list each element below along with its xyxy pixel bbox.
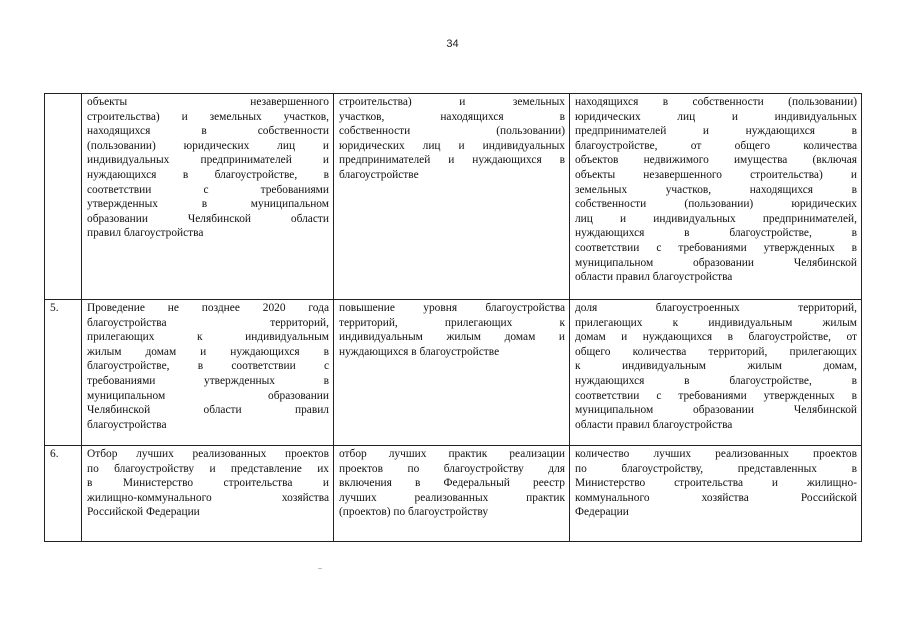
text-line: области правил благоустройства	[575, 418, 733, 431]
text-line: включения в Федеральный реестр	[339, 477, 565, 490]
indicator-cell	[570, 300, 862, 446]
text-line: жилым домам и нуждающихся в	[87, 345, 329, 358]
text-line: объекты незавершенного	[87, 96, 329, 108]
text-line: утвержденных в муниципальном	[87, 198, 329, 211]
text-line: находящихся в собственности (пользовании)	[575, 96, 857, 108]
text-line: муниципальном образовании Челябинской	[575, 256, 857, 269]
text-line: благоустройства	[87, 418, 167, 431]
text-line: объекты незавершенного строительства) и	[575, 168, 857, 181]
table-row	[45, 446, 862, 542]
row-number-cell: 5.	[45, 300, 82, 446]
text-line: предпринимателей и нуждающихся в	[575, 125, 857, 138]
text-line: Проведение не позднее 2020 года	[87, 302, 329, 314]
text-line: участков, находящихся в	[339, 110, 565, 123]
text-line: благоустройстве, от общего количества	[575, 139, 857, 152]
table-body	[45, 94, 862, 542]
text-line: коммунального хозяйства Российской	[575, 491, 857, 504]
text-line: соответствии с требованиями	[87, 183, 329, 196]
measure-cell	[82, 94, 334, 300]
text-line: лиц и индивидуальных предпринимателей,	[575, 212, 857, 225]
measure-cell	[82, 446, 334, 542]
text-line: благоустройстве, в соответствии с	[87, 360, 329, 373]
text-line: нуждающихся в благоустройстве, в	[575, 374, 857, 387]
result-cell	[334, 300, 570, 446]
indicator-cell	[570, 446, 862, 542]
text-line: муниципальном образовании	[87, 389, 329, 402]
indicator-cell	[570, 94, 862, 300]
page-number: 34	[446, 38, 459, 50]
text-line: лучших реализованных практик	[339, 491, 565, 504]
text-line: собственности (пользовании)	[339, 125, 565, 138]
text-line: Отбор лучших реализованных проектов	[87, 448, 329, 460]
text-line: (проектов) по благоустройству	[339, 506, 489, 519]
text-line: юридических лиц и индивидуальных	[575, 110, 857, 123]
text-line: Челябинской области правил	[87, 404, 329, 417]
text-line: объектов недвижимого имущества (включая	[575, 154, 857, 167]
scan-mark	[318, 568, 322, 569]
measure-cell	[82, 300, 334, 446]
text-line: Российской Федерации	[87, 506, 200, 519]
text-line: строительства) и земельных участков,	[87, 110, 329, 123]
text-line: благоустройстве	[339, 168, 419, 181]
text-line: по благоустройству и представление их	[87, 462, 329, 475]
text-line: земельных участков, находящихся в	[575, 183, 857, 196]
text-line: нуждающихся в благоустройстве, в	[575, 227, 857, 240]
text-line: муниципальном образовании Челябинской	[575, 404, 857, 417]
text-line: области правил благоустройства	[575, 271, 733, 284]
text-line: повышение уровня благоустройства	[339, 302, 565, 314]
text-line: проектов по благоустройству для	[339, 462, 565, 475]
text-line: Министерство строительства и жилищно-	[575, 477, 857, 490]
text-line: находящихся в собственности	[87, 125, 329, 138]
text-line: жилищно-коммунального хозяйства	[87, 491, 329, 504]
text-line: территорий, прилегающих к	[339, 316, 565, 329]
text-line: индивидуальным жилым домам и	[339, 331, 565, 344]
row-number-cell	[45, 94, 82, 300]
text-line: собственности (пользовании) юридических	[575, 198, 857, 211]
text-line: прилегающих к индивидуальным жилым	[575, 316, 857, 329]
text-line: юридических лиц и индивидуальных	[339, 139, 565, 152]
text-line: нуждающихся в благоустройстве	[339, 345, 500, 358]
text-line: правил благоустройства	[87, 227, 204, 240]
text-line: соответствии с требованиями утвержденных в	[575, 241, 857, 254]
text-line: соответствии с требованиями утвержденных в	[575, 389, 857, 402]
text-line: в Министерство строительства и	[87, 477, 329, 490]
text-line: (пользовании) юридических лиц и	[87, 139, 329, 152]
text-line: нуждающихся в благоустройстве, в	[87, 168, 329, 181]
text-line: прилегающих к индивидуальным	[87, 331, 329, 344]
text-line: образовании Челябинской области	[87, 212, 329, 225]
document-table	[44, 93, 862, 542]
table-row	[45, 94, 862, 300]
text-line: общего количества территорий, прилегающих	[575, 345, 857, 358]
row-number-cell: 6.	[45, 446, 82, 542]
text-line: Федерации	[575, 506, 629, 519]
text-line: домам и нуждающихся в благоустройстве, от	[575, 331, 857, 344]
result-cell	[334, 446, 570, 542]
text-line: строительства) и земельных	[339, 96, 565, 108]
text-line: требованиями утвержденных в	[87, 374, 329, 387]
text-line: отбор лучших практик реализации	[339, 448, 565, 460]
table-row	[45, 300, 862, 446]
result-cell	[334, 94, 570, 300]
text-line: количество лучших реализованных проектов	[575, 448, 857, 460]
text-line: к индивидуальным жилым домам,	[575, 360, 857, 373]
text-line: доля благоустроенных территорий,	[575, 302, 857, 314]
text-line: индивидуальных предпринимателей и	[87, 154, 329, 167]
text-line: по благоустройству, представленных в	[575, 462, 857, 475]
text-line: предпринимателей и нуждающихся в	[339, 154, 565, 167]
text-line: благоустройства территорий,	[87, 316, 329, 329]
